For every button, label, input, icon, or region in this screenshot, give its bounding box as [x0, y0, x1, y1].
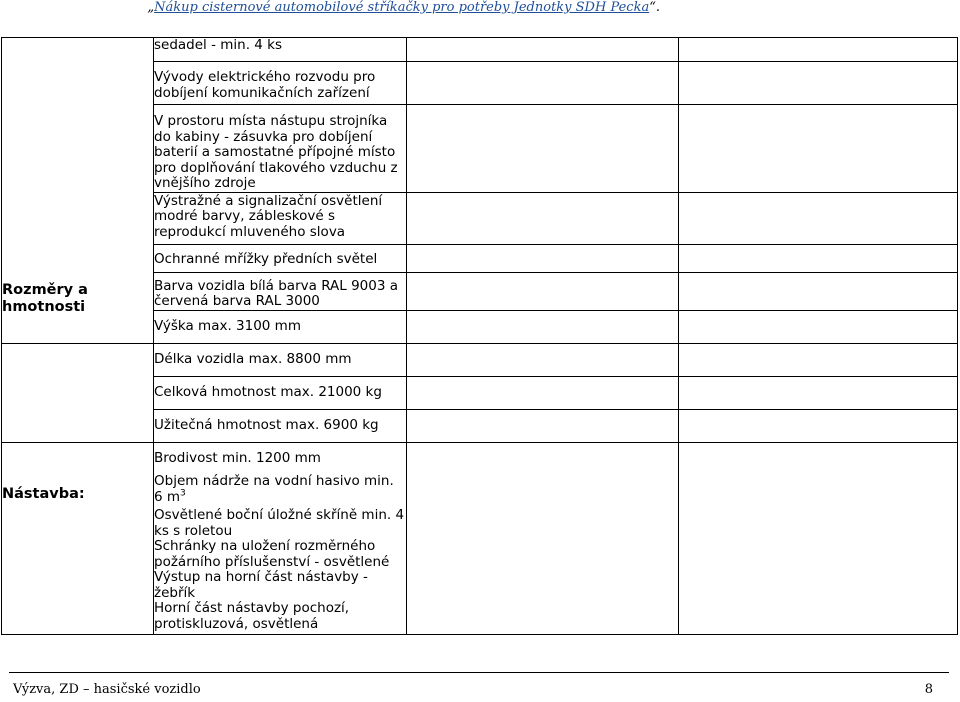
value-cell	[407, 376, 679, 409]
section-label-dimensions-text: Rozměry a hmotnosti	[2, 281, 88, 315]
requirement-cell: sedadel - min. 4 ks	[154, 38, 407, 62]
section-label-body	[2, 442, 154, 634]
page-number: 8	[924, 682, 933, 697]
value-cell	[679, 343, 958, 376]
section-label-body-text: Nástavba:	[2, 485, 85, 502]
requirement-cell: V prostoru místa nástupu strojníka do kabiny - zásuvka pro dobíjení baterií a samostatné přípojné místo pro doplňování tlakového vzduchu z vnějšího zdroje	[154, 105, 407, 193]
section-label-dimensions	[2, 281, 154, 442]
requirement-text: Brodivost min. 1200 mm	[154, 449, 321, 466]
superscript: 3	[180, 488, 186, 498]
value-cell	[679, 192, 958, 244]
value-cell	[407, 442, 679, 634]
table-row	[2, 38, 958, 62]
value-cell	[407, 409, 679, 442]
value-cell	[679, 38, 958, 62]
value-cell	[679, 105, 958, 193]
value-cell	[679, 244, 958, 272]
specification-table	[1, 37, 958, 635]
requirement-cell: Celková hmotnost max. 21000 kg	[154, 376, 407, 409]
requirement-cell: Barva vozidla bílá barva RAL 9003 a červená barva RAL 3000	[154, 272, 407, 310]
value-cell	[679, 409, 958, 442]
value-cell	[407, 244, 679, 272]
value-cell	[407, 38, 679, 62]
requirement-text: Osvětlené boční úložné skříně min. 4 ks s roletou	[154, 507, 405, 539]
requirement-cell: Vývody elektrického rozvodu pro dobíjení komunikačních zařízení	[154, 62, 407, 105]
requirement-cell: Délka vozidla max. 8800 mm	[154, 343, 407, 376]
table-row	[2, 343, 958, 376]
requirement-cell: Užitečná hmotnost max. 6900 kg	[154, 409, 407, 442]
value-cell	[407, 105, 679, 193]
header-suffix: “.	[649, 0, 660, 15]
requirement-cell: Výstražné a signalizační osvětlení modré barvy, zábleskové s reprodukcí mluveného slova	[154, 192, 407, 244]
footer-title: Výzva, ZD – hasičské vozidlo	[13, 682, 201, 697]
requirement-text: Výstup na horní část nástavby - žebřík	[154, 569, 368, 601]
requirement-cell-group	[154, 442, 407, 634]
value-cell	[407, 272, 679, 310]
header-title: Nákup cisternové automobilové stříkačky pro potřeby Jednotky SDH Pecka	[154, 0, 650, 15]
header-prefix: „	[147, 0, 155, 15]
footer-divider	[9, 672, 949, 673]
requirement-text: Schránky na uložení rozměrného požárního příslušenství - osvětlené	[154, 538, 390, 570]
value-cell	[679, 62, 958, 105]
page-header	[147, 0, 660, 16]
value-cell	[407, 192, 679, 244]
requirement-cell: Ochranné mřížky předních světel	[154, 244, 407, 272]
value-cell	[407, 343, 679, 376]
requirement-text: Horní část nástavby pochozí, protiskluzová, osvětlená	[154, 600, 350, 632]
value-cell	[407, 310, 679, 343]
value-cell	[679, 376, 958, 409]
requirement-cell: Výška max. 3100 mm	[154, 310, 407, 343]
value-cell	[679, 442, 958, 634]
value-cell	[407, 62, 679, 105]
table-row	[2, 442, 958, 634]
requirement-text-tank: Objem nádrže na vodní hasivo min. 6 $m^3$	[154, 473, 394, 505]
value-cell	[679, 272, 958, 310]
value-cell	[679, 310, 958, 343]
